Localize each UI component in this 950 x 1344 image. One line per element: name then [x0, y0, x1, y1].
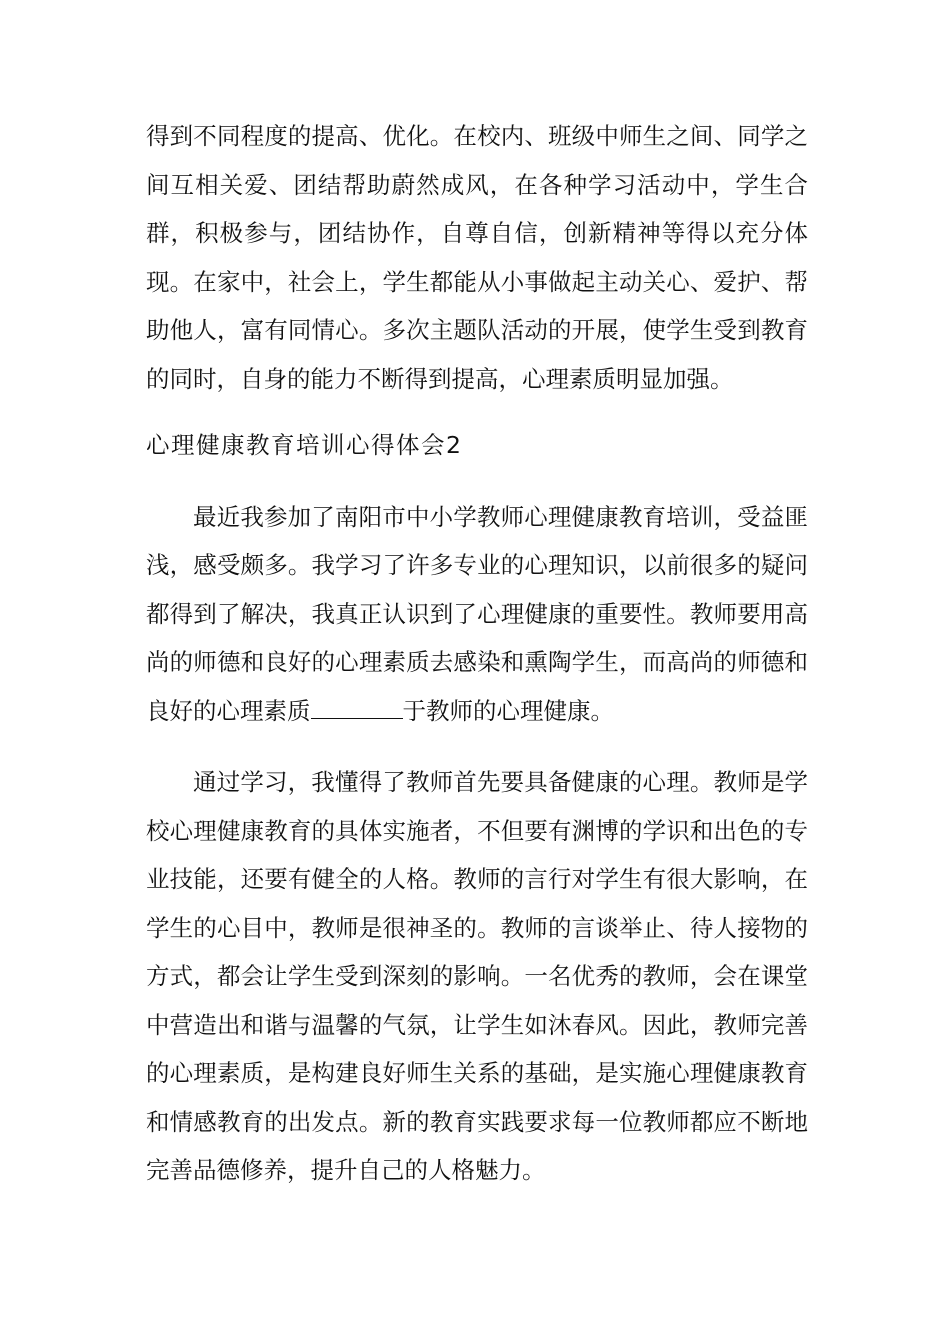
section-heading: 心理健康教育培训心得体会2 — [146, 431, 463, 459]
paragraph-text-before-blank: 最近我参加了南阳市中小学教师心理健康教育培训，受益匪浅，感受颇多。我学习了许多专业的心理知识，以前很多的疑问都得到了解决，我真正认识到了心理健康的重要性。教师要用高尚的师德和良好的心理素质去感染和熏陶学生，而高尚的师德和良好的心理素质 — [146, 502, 808, 725]
fill-in-blank — [311, 696, 403, 719]
document-page — [146, 112, 808, 1195]
paragraph-text-after-blank: 于教师的心理健康。 — [402, 696, 614, 725]
paragraph-continuation: 得到不同程度的提高、优化。在校内、班级中师生之间、同学之间互相关爱、团结帮助蔚然成风，在各种学习活动中，学生合群，积极参与，团结协作，自尊自信，创新精神等得以充分体现。在家中，社会上，学生都能从小事做起主动关心、爱护、帮助他人，富有同情心。多次主题队活动的开展，使学生受到教育的同时，自身的能力不断得到提高，心理素质明显加强。 — [146, 122, 808, 393]
paragraph-training-intro — [146, 493, 808, 736]
paragraph-teacher-health: 通过学习，我懂得了教师首先要具备健康的心理。教师是学校心理健康教育的具体实施者，不但要有渊博的学识和出色的专业技能，还要有健全的人格。教师的言行对学生有很大影响，在学生的心目中，教师是很神圣的。教师的言谈举止、待人接物的方式，都会让学生受到深刻的影响。一名优秀的教师，会在课堂中营造出和谐与温馨的气氛，让学生如沐春风。因此，教师完善的心理素质，是构建良好师生关系的基础，是实施心理健康教育和情感教育的出发点。新的教育实践要求每一位教师都应不断地完善品德修养，提升自己的人格魅力。 — [146, 768, 808, 1184]
